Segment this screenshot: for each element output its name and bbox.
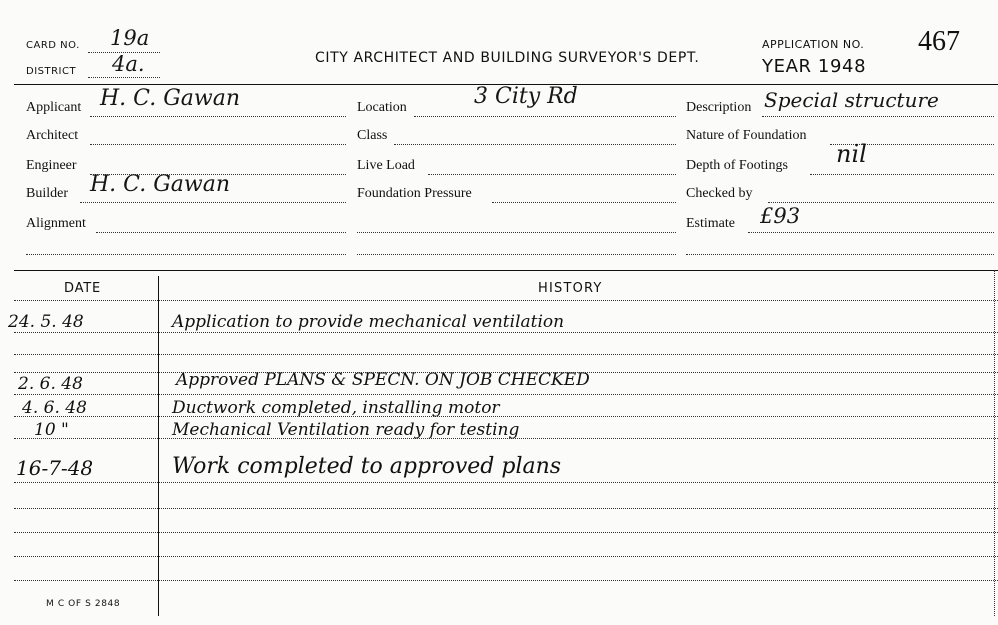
builder-label: Builder [26,186,68,201]
ruled-line [14,394,998,395]
applicant-label: Applicant [26,100,82,115]
alignment-label: Alignment [26,216,86,231]
history-row-entry: Mechanical Ventilation ready for testing [172,420,520,440]
ruled-line [14,332,998,333]
history-row-date: 4. 6. 48 [22,398,87,418]
year-label: YEAR 1948 [762,56,867,77]
location-value: 3 City Rd [474,84,578,109]
builder-value: H. C. Gawan [90,172,231,197]
class-label: Class [357,128,388,143]
card-no-label: CARD NO. [26,40,80,51]
live-load-line [428,174,676,175]
history-row-entry: Application to provide mechanical ventilation [172,312,565,332]
ruled-line [14,508,998,509]
extra-line-col3 [686,254,994,255]
live-load-label: Live Load [357,158,415,173]
location-label: Location [357,100,407,115]
district-line [88,77,160,78]
table-top-rule [14,270,998,271]
description-value: Special structure [764,88,939,112]
checked-by-label: Checked by [686,186,753,201]
history-column-header: HISTORY [538,281,603,296]
alignment-line [96,232,346,233]
district-value: 4a. [112,52,145,76]
estimate-line [748,232,994,233]
ruled-line [14,482,998,483]
history-row-entry: Ductwork completed, installing motor [172,398,500,418]
class-line [394,144,676,145]
history-row-date: 2. 6. 48 [18,374,83,394]
date-column-divider [158,276,159,616]
nature-of-foundation-label: Nature of Foundation [686,128,807,143]
architect-label: Architect [26,128,79,143]
description-line [762,116,994,117]
form-code: M C OF S 2848 [46,599,121,609]
foundation-pressure-label: Foundation Pressure [357,186,472,201]
date-column-header: DATE [64,281,102,296]
estimate-label: Estimate [686,216,735,231]
department-title: CITY ARCHITECT AND BUILDING SURVEYOR'S DEPT. [315,50,700,66]
depth-of-footings-label: Depth of Footings [686,158,788,173]
extra-line-col1 [26,254,346,255]
extra-line-col2a [357,232,676,233]
location-line [414,116,676,117]
table-header-rule [14,300,998,301]
history-row-date: 24. 5. 48 [8,312,84,332]
history-row-date: 10 " [34,420,69,440]
engineer-label: Engineer [26,158,77,173]
ruled-line [14,580,998,581]
foundation-pressure-line [492,202,676,203]
builder-line [80,202,346,203]
estimate-value: £93 [760,204,801,228]
history-row-date: 16-7-48 [16,456,94,480]
ruled-line [14,532,998,533]
extra-line-col2b [357,254,676,255]
architect-line [90,144,346,145]
ruled-line [14,416,998,417]
history-row-entry: Work completed to approved plans [172,454,562,479]
checked-by-line [768,202,994,203]
ruled-line [14,354,998,355]
card-no-value: 19a [110,26,150,50]
history-row-entry: Approved PLANS & SPECN. ON JOB CHECKED [176,370,590,390]
applicant-line [90,116,346,117]
applicant-value: H. C. Gawan [100,86,241,111]
ruled-line [14,556,998,557]
right-edge-divider [994,270,995,616]
depth-of-footings-line [810,174,994,175]
depth-of-footings-value: nil [836,140,867,168]
description-label: Description [686,100,752,115]
application-no-value: 467 [918,26,960,57]
district-label: DISTRICT [26,66,77,77]
application-no-label: APPLICATION NO. [762,38,865,51]
